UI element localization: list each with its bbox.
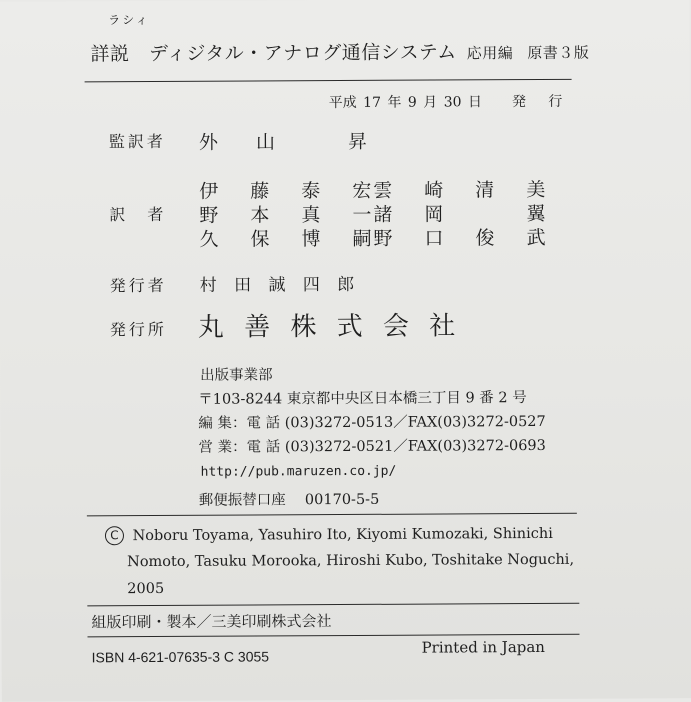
copyright-line [105,521,553,549]
supervisor-name: 外 山 昇 [198,130,384,154]
translator-name: 諸 岡 翼 [373,202,559,226]
book-title [90,37,589,67]
copyright-icon: C [105,526,124,545]
copyright-year: 2005 [127,580,165,598]
publisher-name: 丸 善 株 式 会 社 [197,311,462,343]
copyright-rule-top [87,513,577,517]
publisher-label: 発行所 [109,319,167,340]
supervisor-label: 監訳者 [108,131,166,152]
printing-rule [87,634,579,638]
printed-in-japan: Printed in Japan [421,637,545,657]
translator-name: 野 口 俊 武 [373,226,559,250]
translators-label: 訳 者 [109,204,167,225]
title-sub: 応用編 [466,44,514,63]
translator-name: 伊 藤 泰 宏 [199,179,385,203]
sales-contact: 営 業：電 話 (03)3272-0521／FAX(03)3272-0693 [198,437,546,456]
title-ruby: ラシィ [108,13,150,28]
title-rule [85,79,572,83]
publisher-person-name: 村 田 誠 四 郎 [199,274,361,296]
translator-name: 野 本 真 一 [199,203,385,227]
translator-name: 久 保 博 嗣 [199,227,385,251]
issue-label: 発 行 [511,93,571,111]
date-text: 平成 17 年 9 月 30 日 [328,94,482,112]
publisher-person-label: 発行者 [109,275,167,296]
postal-account: 郵便振替口座 00170-5-5 [198,491,380,509]
isbn: ISBN 4-621-07635-3 C 3055 [91,648,270,666]
publisher-url[interactable]: http://pub.maruzen.co.jp/ [200,463,397,480]
publisher-address: 〒103-8244 東京都中央区日本橋三丁目 9 番 2 号 [198,390,527,408]
translator-name: 雲 崎 清 美 [373,178,559,202]
title-edition: 原書３版 [527,43,590,63]
printing-info: 組版印刷・製本／三美印刷株式会社 [91,612,332,632]
copyright-text-2: Nomoto, Tasuku Morooka, Hiroshi Kubo, Toshitake Noguchi, [127,551,575,571]
issue-date [329,91,571,112]
copyright-text-1: Noboru Toyama, Yasuhiro Ito, Kiyomi Kumozaki, Shinichi [132,525,553,545]
copyright-rule-bottom [87,603,579,607]
publisher-dept: 出版事業部 [200,367,273,384]
editorial-contact: 編 集：電 話 (03)3272-0513／FAX(03)3272-0527 [198,413,546,432]
title-main: 詳説 ディジタル・アナログ通信システム [90,41,457,66]
